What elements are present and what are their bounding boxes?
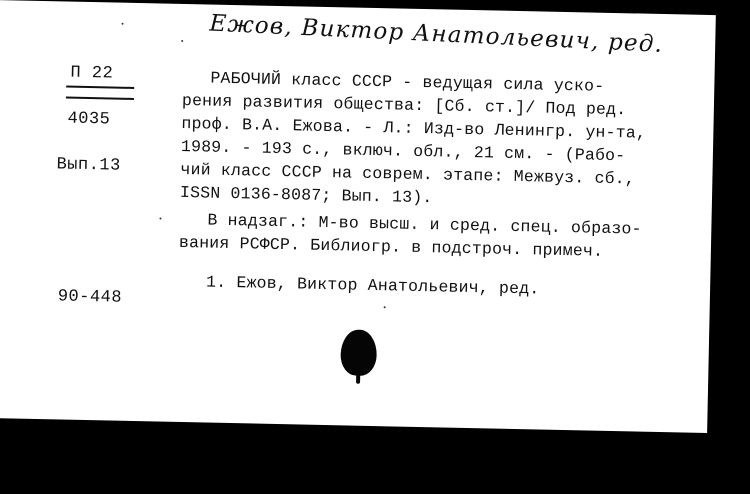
entry-line: рения развития общества: [Сб. ст.]/ Под ред. xyxy=(181,90,627,120)
handwritten-annotation: Ежов, Виктор Анатольевич, ред. xyxy=(208,10,664,58)
classification-underline xyxy=(66,86,134,89)
tracing-line: 1. Ежов, Виктор Анатольевич, ред. xyxy=(205,272,540,299)
entry-line: РАБОЧИЙ класс СССР - ведущая сила уско- xyxy=(210,68,605,96)
series-issue-mark: Вып.13 xyxy=(56,155,121,176)
dust-speck xyxy=(159,218,161,220)
ink-blot xyxy=(340,329,377,376)
dust-speck xyxy=(181,40,183,42)
classification-mark: П 22 xyxy=(70,63,114,84)
author-mark-rule xyxy=(66,97,134,100)
author-mark: 4035 xyxy=(67,109,111,130)
entry-line: ISSN 0136-8087; Вып. 13). xyxy=(179,182,433,208)
ink-blot-tail xyxy=(356,372,360,384)
entry-line: чий класс СССР на соврем. этапе: Межвуз. сб., xyxy=(180,159,636,189)
dust-speck xyxy=(122,23,124,25)
entry-line: 1989. - 193 с., включ. обл., 21 см. - (Рабо- xyxy=(180,136,626,166)
accession-number: 90-448 xyxy=(57,287,123,308)
entry-line: проф. В.А. Ежова. - Л.: Изд-во Ленингр. ун-та, xyxy=(181,113,647,143)
note-line: вания РСФСР. Библиогр. в подстроч. примеч. xyxy=(178,232,604,261)
note-line: В надзаг.: М-во высш. и сред. спец. образо- xyxy=(207,210,642,239)
dust-speck xyxy=(384,306,386,308)
